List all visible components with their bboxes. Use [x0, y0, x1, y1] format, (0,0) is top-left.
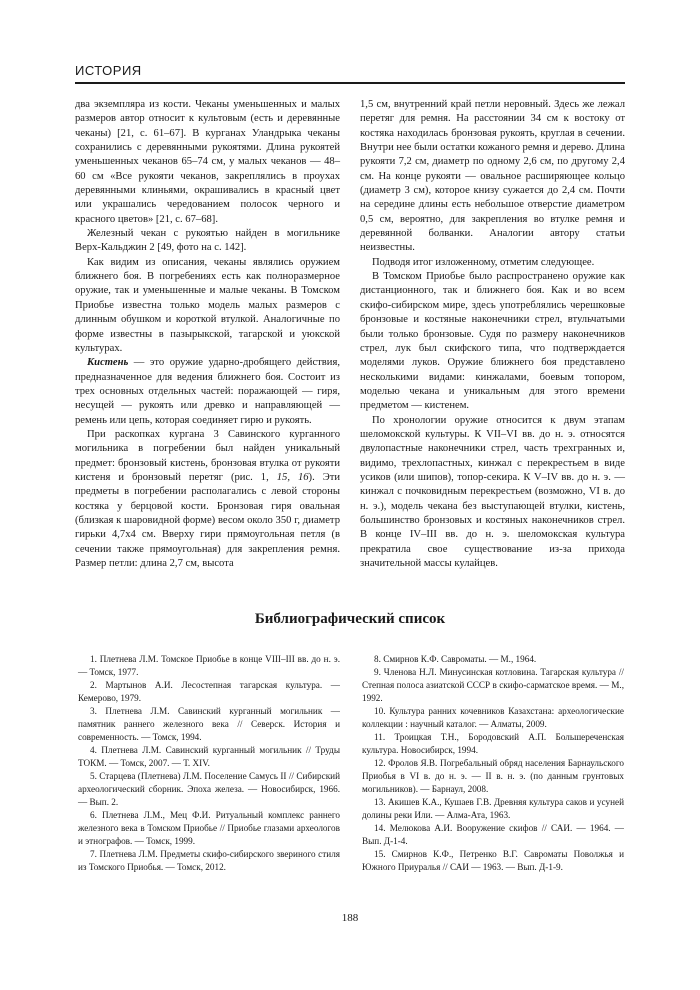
paragraph-kisten [75, 356, 340, 428]
running-header [75, 63, 625, 84]
bib-entry: 13. Акишев К.А., Кушаев Г.В. Древняя культура саков и усуней долины реки Или. — Алма-Ата, 1963. [362, 797, 624, 820]
bib-entry: 8. Смирнов К.Ф. Савроматы. — М., 1964. [374, 654, 537, 664]
paragraph-text: При раскопках кургана 3 Савинского курганного могильника в погребении был найден уникальный предмет: бронзовый кистень, бронзовая втулка от рукояти кистеня и бронзовый перетяг (рис. 1, [75, 428, 340, 483]
bib-entry: 6. Плетнева Л.М., Мец Ф.И. Ритуальный комплекс раннего железного века в Томском Приобье // Приобье глазами археологов и этнографов. — Томск, 1999. [78, 810, 340, 846]
bib-entry: 5. Старцева (Плетнева) Л.М. Поселение Самусь II // Сибирский археологический сборник. Эпоха железа. — Новосибирск, 1966. — Вып. 2. [78, 771, 340, 807]
paragraph-text: ). Эти предметы в погребении располагались с левой стороны костяка у берцовой кости. Бронзовая гиря овальная (близкая к шаровидной форме) весом около 350 г, диаметр гирьки 4,7х4 см. Вверху гири прямоугольная петля (в сечении также прямоугольная) для закрепления ремня. Размер петли: длина 2,7 см, высота [75, 471, 341, 569]
bib-entry: 14. Мелюкова А.И. Вооружение скифов // САИ. — 1964. — Вып. Д-1-4. [362, 823, 624, 846]
figure-ref: 15, 16 [276, 471, 309, 483]
bib-entry: 10. Культура ранних кочевников Казахстана: археологические коллекции : научный каталог. — Алматы, 2009. [362, 706, 624, 729]
bib-entry: 15. Смирнов К.Ф., Петренко В.Г. Савроматы Поволжья и Южного Приуралья // САИ — 1963. — Вып. Д-1-9. [362, 849, 624, 872]
bib-entry: 7. Плетнева Л.М. Предметы скифо-сибирского звериного стиля из Томского Приобья. — Томск, 2012. [78, 849, 340, 872]
paragraph-text: — это оружие ударно-дробящего действия, предназначенное для ведения ближнего боя. Состоит из трех основных отдельных частей: поражающей — гиря, несущей — рукоять или древко и направляющей — ремень или цепь, которая соединяет гирю и рукоять. [75, 357, 340, 426]
bibliography-heading: Библиографический список [254, 611, 446, 627]
section-title: ИСТОРИЯ [75, 63, 142, 78]
page-number: 188 [341, 912, 359, 924]
paragraph: Как видим из описания, чеканы являлись оружием ближнего боя. В погребениях есть как полноразмерное оружие, так и уменьшенные и малые чеканы. В Томском Приобье известна только модель малых размеров с длинным обушком и короткой втулкой. Аналогичные по форме известны в пазырыкской, тагарской и уюкской культурах. [75, 256, 340, 354]
bib-entry: 9. Членова Н.Л. Минусинская котловина. Тагарская культура // Степная полоса азиатской СССР в скифо-сарматское время. — М., 1992. [362, 667, 624, 703]
paragraph: 1,5 см, внутренний край петли неровный. Здесь же лежал перетяг для ремня. На расстоянии 34 см к востоку от костяка находилась бронзовая рукоять, круглая в сечении. Внутри нее были остатки кожаного ремня и дерево. Длина рукояти 7,2 см, диаметр по одному 2,6 см, по другому 2,4 см. На конце рукояти — овальное расширяющее кольцо (диаметр 3 см), которое книзу сужается до 2,4 см. Почти на середине длины есть небольшое отверстие диаметром 0,5 см, вероятно, для закрепления во втулке ремня и деревянной болванки. Аналогии автору статьи неизвестны. [360, 99, 625, 254]
bib-entry: 12. Фролов Я.В. Погребальный обряд населения Барнаульского Приобья в VI в. до н. э. — II в. н. э. (по данным грунтовых могильников). — Барнаул, 2008. [362, 758, 624, 794]
bib-entry: 2. Мартынов А.И. Лесостепная тагарская культура. — Кемерово, 1979. [78, 680, 340, 703]
bibliography-column-left [78, 653, 340, 874]
body-column-right [360, 98, 625, 571]
bibliography-column-right [362, 653, 624, 874]
bib-entry: 1. Плетнева Л.М. Томское Приобье в конце VIII–III вв. до н. э. — Томск, 1977. [78, 654, 340, 677]
paragraph: Железный чекан с рукоятью найден в могильнике Верх-Кальджин 2 [49, фото на с. 142]. [75, 228, 340, 254]
paragraph: По хронологии оружие относится к двум этапам шеломокской культуры. К VII–VI вв. до н. э. относятся двулопастные наконечники стрел, часть трехгранных и, видимо, трехлопастных, кинжал с перекрестьем в виде усиков (или шипов), топор-секира. К V–IV вв. до н. э. — кинжал с почковидным перекрестьем (возможно, VI в. до н. э.), модель чекана без выступающей втулки, кистень, большинство бронзовых и костяных наконечников стрел. В конце IV–III вв. до н. э. шеломокская культура прекратила свое существование из-за прихода значительной массы кулайцев. [360, 414, 625, 569]
bib-entry: 11. Троицкая Т.Н., Бородовский А.П. Большереченская культура. Новосибирск, 1994. [362, 732, 624, 755]
term-kisten: Кистень [87, 357, 129, 369]
bib-entry: 3. Плетнева Л.М. Савинский курганный могильник — памятник раннего железного века // Северск. История и современность. — Томск, 1994. [78, 706, 340, 742]
paragraph: два экземпляра из кости. Чеканы уменьшенных и малых размеров автор относит к культовым (есть и деревянные чеканы) [21, с. 61–67]. В курганах Уландрыка чеканы сохранились с деревянными рукоятями. Длина рукоятей уменьшенных чеканов 65–74 см, у малых чеканов — 48–60 см «Все рукояти чеканов, закреплялись в проухах деревянными клиньями, окрашивались в красный цвет или украшались чередованием полосок черного и красного цветов» [21, с. 67–68]. [75, 99, 340, 225]
body-column-left [75, 98, 340, 571]
paragraph: В Томском Приобье было распространено оружие как дистанционного, так и ближнего боя. Как и во всем скифо-сибирском мире, здесь употреблялись черешковые бронзовые и костяные наконечники стрел, втульчатыми были только бронзовые. Судя по размеру наконечников стрел, лук был скифского типа, что подтверждается моделями луков. Оружие ближнего боя представлено несколькими видами: кинжалами, боевым топором, моделью чекана и уникальным для этого времени предметом — кистенем. [360, 271, 625, 412]
bib-entry: 4. Плетнева Л.М. Савинский курганный могильник // Труды ТОКМ. — Томск, 2007. — Т. XIV. [78, 745, 340, 768]
paragraph: Подводя итог изложенному, отметим следующее. [372, 256, 595, 268]
header-rule [75, 82, 625, 84]
paragraph-excavation [75, 428, 340, 571]
